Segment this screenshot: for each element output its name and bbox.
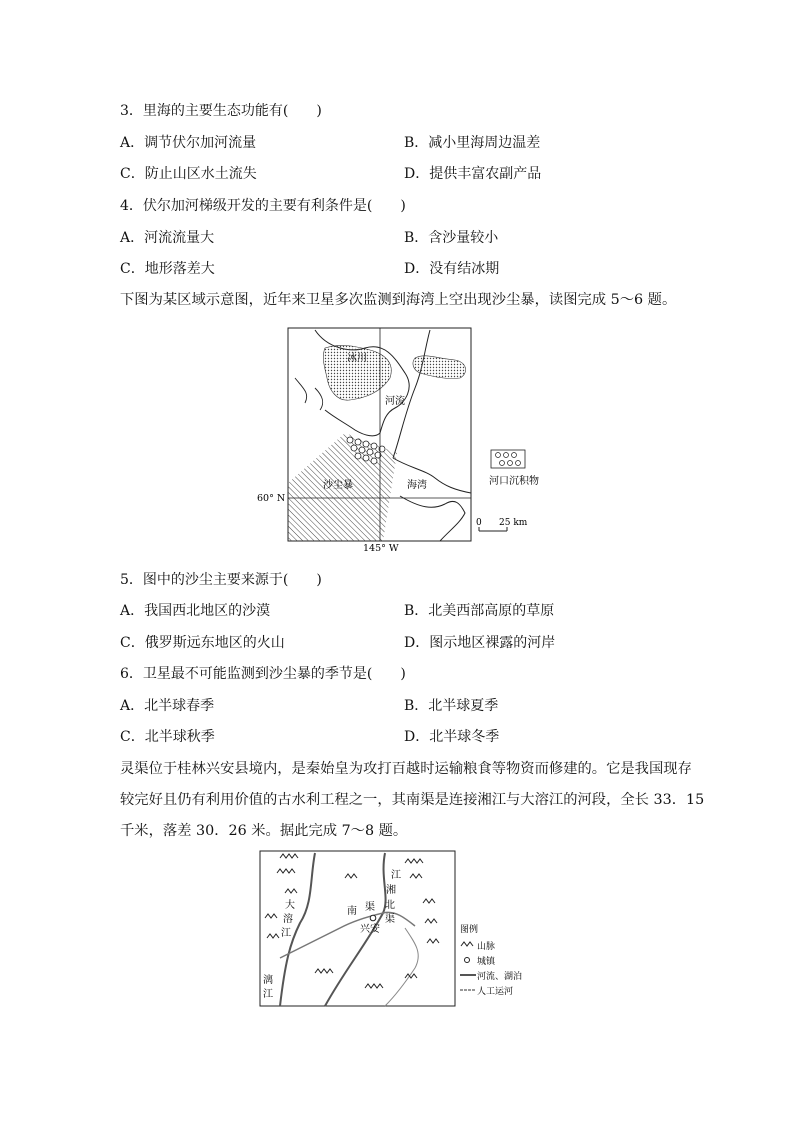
legend-label: 河口沉积物 <box>489 476 539 487</box>
bay-south-shore <box>400 496 465 541</box>
lingqu-intro-line-3: 千米，落差 30．26 米。据此完成 7～8 题。 <box>120 823 408 839</box>
svg-text:南: 南 <box>347 906 357 917</box>
question-5-option-a: A．我国西北地区的沙漠 <box>120 603 271 619</box>
river-main <box>393 330 430 458</box>
question-5-stem: 5．图中的沙尘主要来源于( ) <box>120 572 322 588</box>
river-label: 河流 <box>385 396 405 407</box>
svg-text:人工运河: 人工运河 <box>477 987 514 997</box>
svg-text:北: 北 <box>385 900 395 911</box>
town-label: 兴安 <box>360 924 380 935</box>
question-6-option-d: D．北半球冬季 <box>404 729 500 745</box>
minor-streams <box>295 378 323 410</box>
latitude-label: 60° N <box>257 493 286 504</box>
svg-text:河流、湖泊: 河流、湖泊 <box>477 972 523 982</box>
question-3-option-d: D．提供丰富农副产品 <box>404 166 542 182</box>
map1-intro-text: 下图为某区域示意图，近年来卫星多次监测到海湾上空出现沙尘暴，读图完成 5～6 题。 <box>120 292 677 308</box>
question-6-option-a: A．北半球春季 <box>120 698 215 714</box>
sandstorm-region-map <box>255 318 545 558</box>
svg-text:江: 江 <box>391 870 401 881</box>
lingqu-intro-line-1: 灵渠位于桂林兴安县境内，是秦始皇为攻打百越时运输粮食等物资而修建的。它是我国现存 <box>120 761 692 777</box>
bay-north-shore <box>393 458 471 493</box>
svg-text:城镇: 城镇 <box>477 957 496 967</box>
svg-text:25 km: 25 km <box>499 518 528 528</box>
svg-text:漓: 漓 <box>263 975 273 986</box>
svg-text:山脉: 山脉 <box>477 942 496 952</box>
question-3-option-b: B．减小里海周边温差 <box>404 135 541 151</box>
bay-label: 海湾 <box>407 480 427 491</box>
question-4-option-a: A．河流流量大 <box>120 230 215 246</box>
glacier-area-east <box>413 356 466 379</box>
question-3-stem: 3．里海的主要生态功能有( ) <box>120 103 322 119</box>
scale-bar <box>476 518 528 531</box>
svg-text:图例: 图例 <box>460 925 479 935</box>
svg-text:0: 0 <box>476 518 482 528</box>
svg-text:江: 江 <box>281 928 291 939</box>
question-5-option-d: D．图示地区裸露的河岸 <box>404 635 556 651</box>
question-3-option-a: A．调节伏尔加河流量 <box>120 135 257 151</box>
question-6-option-c: C．北半球秋季 <box>120 729 215 745</box>
question-4-option-c: C．地形落差大 <box>120 261 215 277</box>
svg-text:渠: 渠 <box>365 902 375 913</box>
minor-river <box>385 928 418 1006</box>
question-6-stem: 6．卫星最不可能监测到沙尘暴的季节是( ) <box>120 666 406 682</box>
legend-estuary-sediment <box>489 450 539 487</box>
svg-text:湘: 湘 <box>386 885 396 896</box>
lingqu-intro-line-2: 较完好且仍有利用价值的古水利工程之一，其南渠是连接湘江与大溶江的河段，全长 33．15 <box>120 792 705 808</box>
svg-text:溶: 溶 <box>283 914 293 925</box>
question-5-option-c: C．俄罗斯远东地区的火山 <box>120 635 285 651</box>
question-4-option-b: B．含沙量较小 <box>404 230 499 246</box>
question-4-option-d: D．没有结冰期 <box>404 261 500 277</box>
svg-text:大: 大 <box>285 900 295 911</box>
question-3-option-c: C．防止山区水土流失 <box>120 166 257 182</box>
map2-legend <box>460 923 522 997</box>
lingqu-canal-map <box>255 848 545 1013</box>
town-symbol <box>370 915 376 921</box>
question-4-stem: 4．伏尔加河梯级开发的主要有利条件是( ) <box>120 198 406 214</box>
svg-text:渠: 渠 <box>385 914 395 925</box>
sandstorm-label: 沙尘暴 <box>323 480 353 491</box>
longitude-label: 145° W <box>363 543 399 554</box>
glacier-label: 冰川 <box>347 353 367 364</box>
question-6-option-b: B．北半球夏季 <box>404 698 499 714</box>
svg-text:江: 江 <box>263 989 273 1000</box>
question-5-option-b: B．北美西部高原的草原 <box>404 603 555 619</box>
